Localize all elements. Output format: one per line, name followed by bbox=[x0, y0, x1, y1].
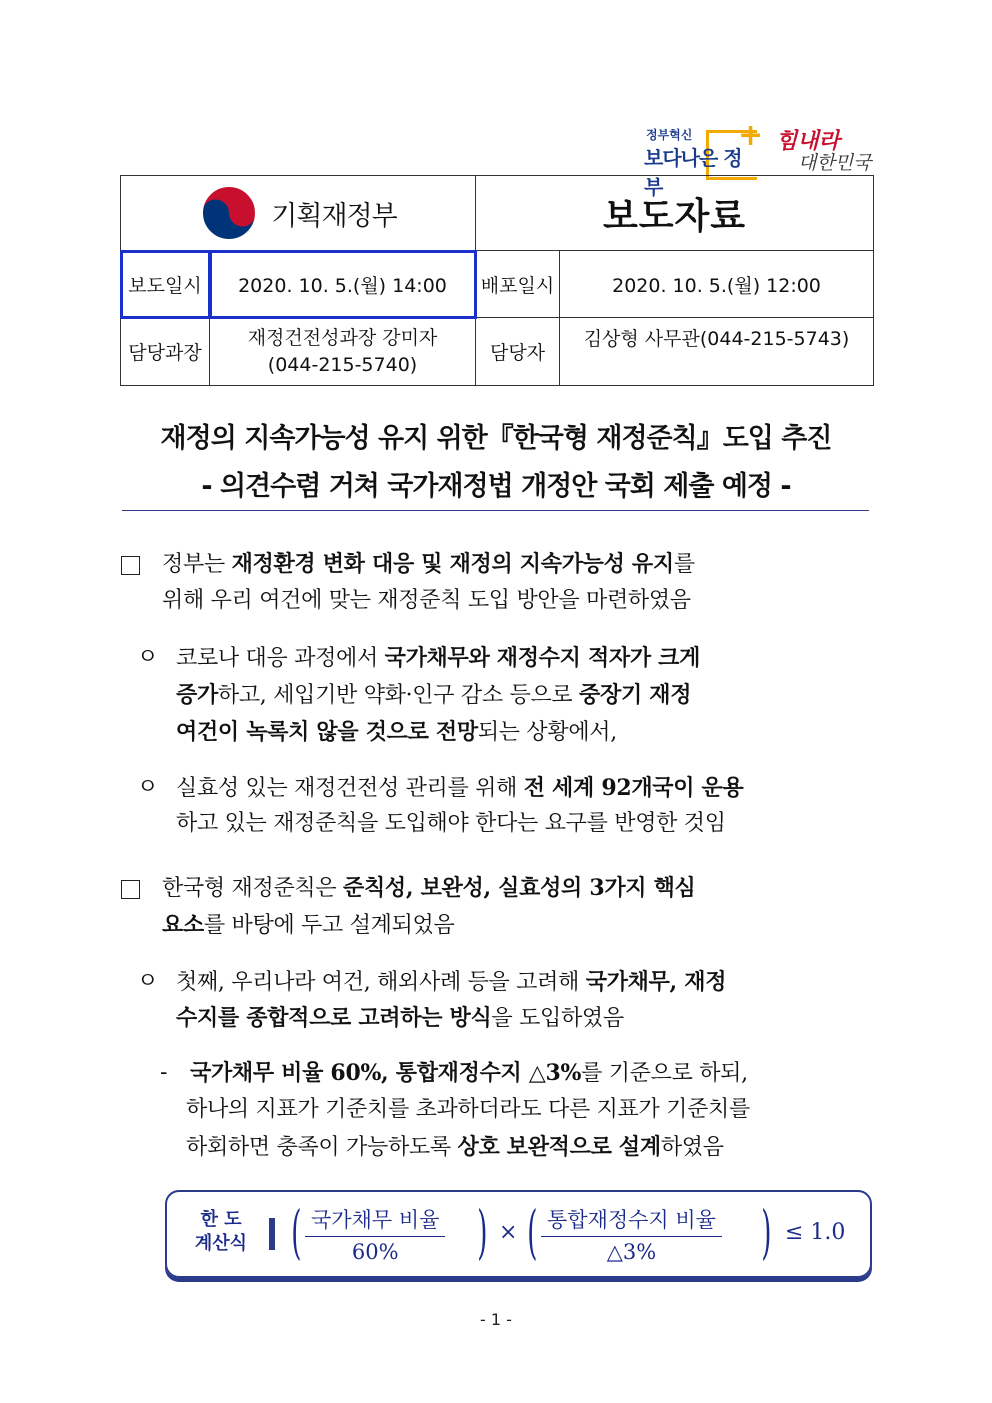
korea-logo-line2: 대한민국 bbox=[798, 152, 872, 174]
limit-formula-box bbox=[165, 1190, 872, 1278]
paragraph-2-1-1-line-3: 하회하면 충족이 가능하도록 상호 보완적으로 설계하였음 bbox=[186, 1134, 724, 1160]
staff-label: 담당자 bbox=[476, 318, 560, 386]
left-paren-1: ( bbox=[291, 1198, 302, 1266]
report-date-value: 2020. 10. 5.(월) 14:00 bbox=[210, 251, 476, 318]
circle-bullet-icon: ㅇ bbox=[137, 969, 159, 994]
plus-icon: + bbox=[738, 118, 764, 153]
main-headline: 재정의 지속가능성 유지 위한『한국형 재정준칙』도입 추진 bbox=[160, 423, 832, 454]
staff-value: 김상형 사무관(044-215-5743) bbox=[560, 318, 874, 386]
paragraph-1-2-line-1: 실효성 있는 재정건전성 관리를 위해 전 세계 92개국이 운용 bbox=[176, 775, 744, 801]
paragraph-2-line-1: 한국형 재정준칙은 준칙성, 보완성, 실효성의 3가지 핵심 bbox=[162, 875, 696, 901]
taegeuk-emblem-icon bbox=[199, 183, 259, 243]
distribution-date-label: 배포일시 bbox=[476, 251, 560, 318]
fraction-2-denominator: △3% bbox=[606, 1240, 657, 1264]
page-number: - 1 - bbox=[480, 1310, 512, 1329]
formula-label-line1: 한 도 bbox=[200, 1209, 242, 1230]
square-bullet-icon bbox=[121, 556, 140, 575]
formula-rhs: ≤ 1.0 bbox=[785, 1220, 846, 1245]
right-paren-1: ) bbox=[477, 1198, 488, 1266]
circle-bullet-icon: ㅇ bbox=[137, 645, 159, 670]
dept-head-name: 재정건전성과장 강미자 bbox=[247, 326, 438, 349]
paragraph-2-1-line-2: 수지를 종합적으로 고려하는 방식을 도입하였음 bbox=[176, 1005, 624, 1031]
korea-logo-line1: 힘내라 bbox=[776, 128, 840, 154]
fraction-fiscal-balance bbox=[541, 1204, 722, 1264]
gov-logo-small-text: 정부혁신 bbox=[646, 128, 693, 142]
report-date-label: 보도일시 bbox=[121, 251, 210, 318]
press-header-table bbox=[120, 175, 874, 386]
fraction-1-denominator: 60% bbox=[351, 1240, 399, 1264]
times-operator: × bbox=[499, 1220, 518, 1245]
gov-innovation-logo bbox=[640, 118, 764, 199]
formula-divider-bar bbox=[269, 1218, 275, 1250]
formula-label-line2: 계산식 bbox=[194, 1233, 248, 1254]
paragraph-2-1-line-1: 첫째, 우리나라 여건, 해외사례 등을 고려해 국가채무, 재정 bbox=[176, 969, 727, 995]
left-paren-2: ( bbox=[527, 1198, 538, 1266]
ministry-name: 기획재정부 bbox=[271, 200, 397, 232]
paragraph-2-1-1-line-2: 하나의 지표가 기준치를 초과하더라도 다른 지표가 기준치를 bbox=[186, 1097, 750, 1122]
fraction-2-numerator: 통합재정수지 비율 bbox=[541, 1204, 722, 1237]
sub-headline: - 의견수렴 거쳐 국가재정법 개정안 국회 제출 예정 - bbox=[201, 471, 791, 502]
dept-head-label: 담당과장 bbox=[121, 318, 210, 386]
paragraph-2-line-2: 요소를 바탕에 두고 설계되었음 bbox=[162, 912, 455, 938]
dash-bullet-icon: - bbox=[160, 1060, 168, 1085]
formula-label bbox=[191, 1208, 251, 1256]
paragraph-1-1-line-1: 코로나 대응 과정에서 국가채무와 재정수지 적자가 크게 bbox=[176, 645, 701, 671]
ministry-cell bbox=[121, 176, 476, 251]
gov-logo-big-text: 보다나은 정부 bbox=[644, 146, 742, 199]
press-title-cell bbox=[476, 176, 874, 251]
dept-head-phone: (044-215-5740) bbox=[267, 353, 418, 376]
right-paren-2: ) bbox=[761, 1198, 772, 1266]
square-bullet-icon bbox=[121, 880, 140, 899]
fraction-debt-ratio bbox=[305, 1204, 445, 1264]
paragraph-2-1-1-line-1: 국가채무 비율 60%, 통합재정수지 △3%를 기준으로 하되, bbox=[190, 1060, 748, 1086]
cheer-up-korea-logo bbox=[774, 122, 878, 176]
paragraph-1-2-line-2: 하고 있는 재정준칙을 도입해야 한다는 요구를 반영한 것임 bbox=[176, 811, 726, 836]
circle-bullet-icon: ㅇ bbox=[137, 775, 159, 800]
title-divider bbox=[122, 510, 869, 511]
press-release-title: 보도자료 bbox=[602, 195, 747, 237]
paragraph-1-line-2: 위해 우리 여건에 맞는 재정준칙 도입 방안을 마련하였음 bbox=[162, 588, 691, 613]
fraction-1-numerator: 국가채무 비율 bbox=[305, 1204, 445, 1237]
paragraph-1-1-line-2: 증가하고, 세입기반 약화·인구 감소 등으로 중장기 재정 bbox=[176, 682, 692, 708]
distribution-date-value: 2020. 10. 5.(월) 12:00 bbox=[560, 251, 874, 318]
paragraph-1-line-1: 정부는 재정환경 변화 대응 및 재정의 지속가능성 유지를 bbox=[162, 551, 695, 577]
paragraph-1-1-line-3: 여건이 녹록치 않을 것으로 전망되는 상황에서, bbox=[176, 719, 617, 745]
dept-head-value bbox=[210, 318, 476, 386]
